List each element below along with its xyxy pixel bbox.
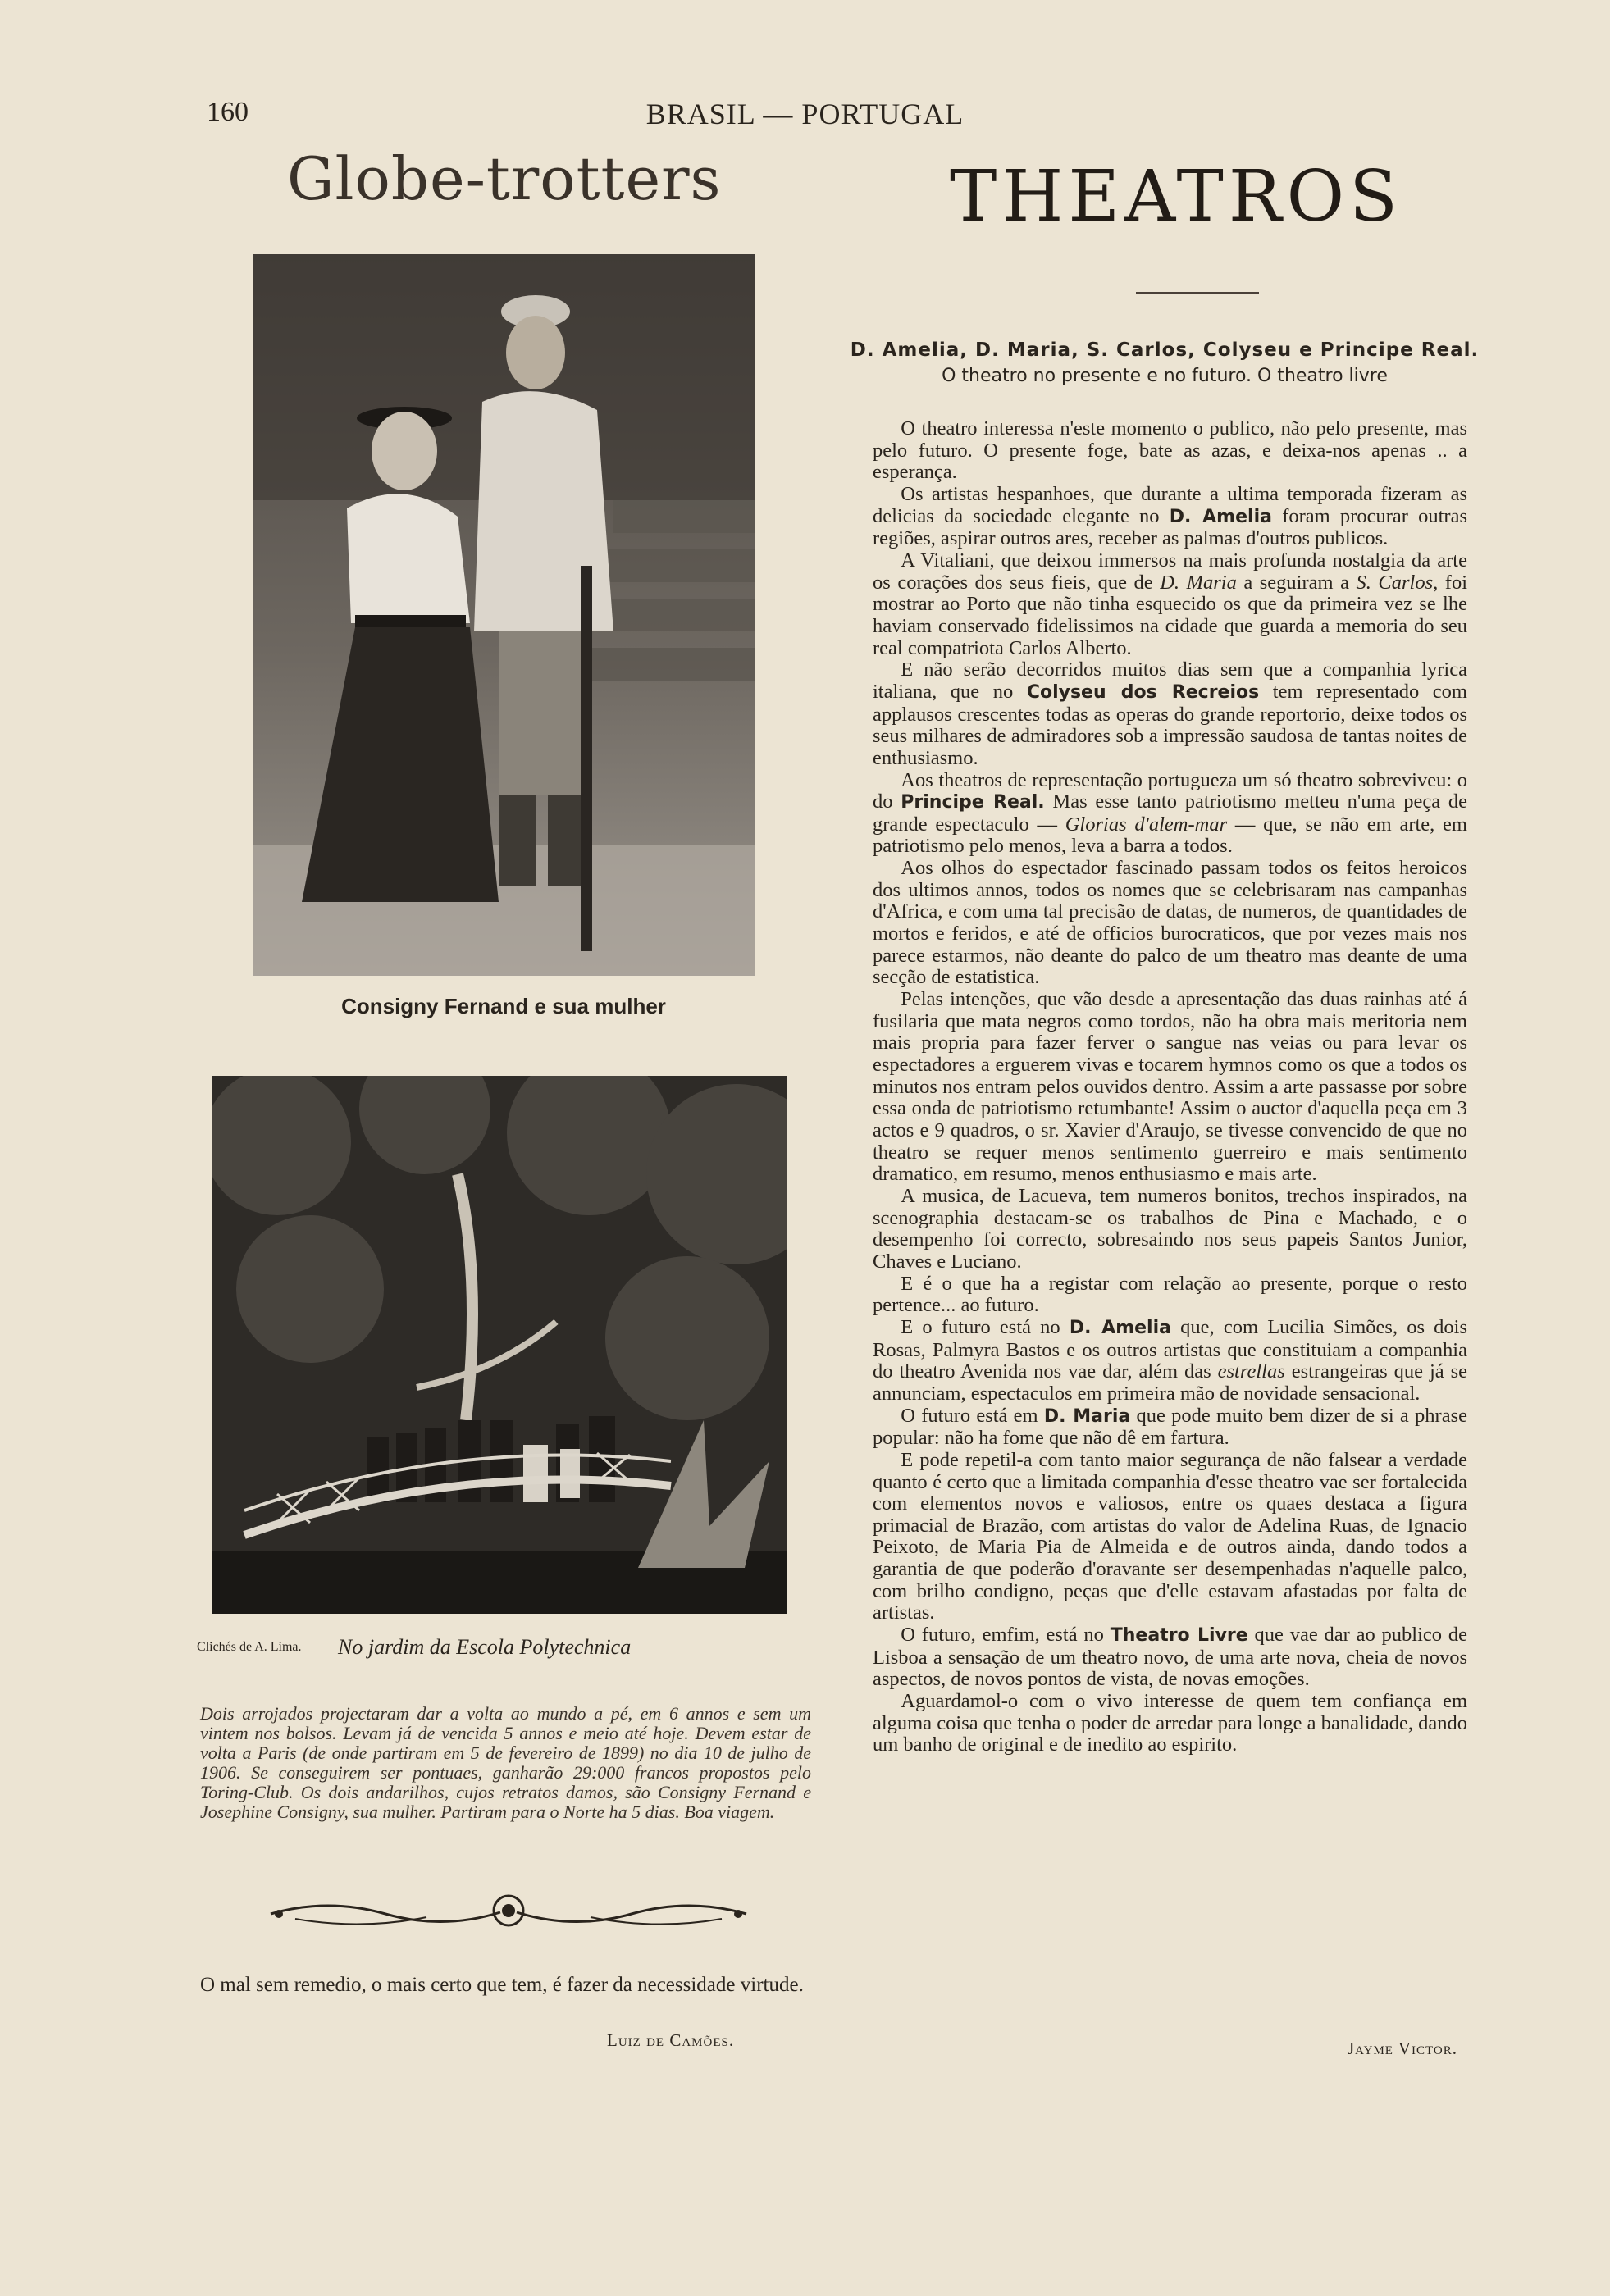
paragraph-8: A musica, de Lacueva, tem numeros bonitos, trechos inspirados, na scenographia destacam-se os trabalhos de Pina e Machado, e o desempenho foi correcto, sobresaindo nos seus papeis Santos Junior, Chaves e Luciano.: [873, 1184, 1467, 1273]
paragraph-14: Aguardamol-o com o vivo interesse de quem tem confiança em alguma coisa que tenha o poder de arredar para longe a banalidade, dando um banho de original e de inedito ao espirito.: [873, 1690, 1467, 1756]
photo-consigny-couple: [253, 254, 755, 976]
article-signature: Jayme Victor.: [1348, 2039, 1457, 2058]
globe-trotters-story: Dois arrojados projectaram dar a volta ao mundo a pé, em 6 annos e sem um vintem nos bolsos. Levam já de vencida 5 annos e meio até hoje. Devem estar de volta a Paris (de onde partiram em 5 de fevereiro de 1899) no dia 10 de julho de 1906. Se conseguirem ser pontuaes, ganharão 29:000 francos propostos pelo Toring-Club. Os dois andarilhos, cujos retratos damos, são Consigny Fernand e Josephine Consigny, sua mulher. Partiram para o Norte ha 5 dias. Boa viagem.: [200, 1703, 811, 1822]
paragraph-2: Os artistas hespanhoes, que durante a ultima temporada fizeram as delicias da sociedade elegante no D. Amelia foram procurar outras regiões, aspirar outros ares, receber as palmas d'outros publicos.: [873, 482, 1467, 550]
paragraph-4: E não serão decorridos muitos dias sem que a companhia lyrica italiana, que no Colyseu dos Recreios tem representado com applausos crescentes todas as operas do grande reportorio, deixe todos os seus milhares de admiradores sob a impressão saudosa de tantas noites de enthusiasmo.: [873, 658, 1467, 769]
paragraph-7: Pelas intenções, que vão desde a apresentação das duas rainhas até á fusilaria que mata negros como tordos, não ha obra mais meritoria nem mais propria para fazer ferver o sangue nas veias ou para levar os espectadores a erguerem vivas e tocarem hymnos como os que a todos os minutos nos entram pelos ouvidos dentro. Assim a arte passasse por sobre essa onda de patriotismo retumbante! Assim o auctor d'aquella peça em 3 actos e 9 quadros, o sr. Xavier d'Araujo, se tivesse convencido de que no theatro se requer menos sentimento guerreiro e mais sentimento dramatico, em resumo, menos enthusiasmo e mais arte.: [873, 988, 1467, 1186]
paragraph-3: A Vitaliani, que deixou immersos na mais profunda nostalgia da arte os corações dos seus fieis, que de D. Maria a seguiram a S. Carlos, foi mostrar ao Porto que não tinha esquecido os que da primeira vez se lhe haviam conservado fidelissimos na cidade que guarda a memoria do seu real compatriota Carlos Alberto.: [873, 549, 1467, 659]
theatros-article: [873, 418, 1467, 1756]
paragraph-9: E é o que ha a registar com relação ao presente, porque o resto pertence... ao futuro.: [873, 1272, 1467, 1317]
paragraph-13: O futuro, emfim, está no Theatro Livre que vae dar ao publico de Lisboa a sensação de um theatro novo, de uma arte nova, cheia de novos aspectos, de novos pontos de vista, de novas emoções.: [873, 1624, 1467, 1691]
paragraph-5: Aos theatros de representação portugueza um só theatro sobreviveu: o do Principe Real. Mas esse tanto patriotismo metteu n'uma peça de grande espectaculo — Glorias d'alem-mar — que, se não em arte, em patriotismo pelo menos, leva a barra a todos.: [873, 768, 1467, 858]
decorative-ornament-icon: [262, 1889, 755, 1934]
paragraph-1: O theatro interessa n'este momento o publico, não pelo presente, mas pelo futuro. O presente foge, bate as azas, e deixa-nos apenas .. a esperança.: [873, 417, 1467, 484]
paragraph-11: O futuro está em D. Maria que pode muito bem dizer de si a phrase popular: não ha fome que não dê em fartura.: [873, 1404, 1467, 1450]
theatros-subtitle: D. Amelia, D. Maria, S. Carlos, Colyseu e Principe Real.: [850, 339, 1480, 361]
globe-trotters-title: Globe-trotters: [287, 144, 722, 213]
paragraph-6: Aos olhos do espectador fascinado passam todos os feitos heroicos dos ultimos annos, todos os nomes que se celebrisaram nas campanhas d'Africa, e com uma tal precisão de datas, de numeros, de quantidades de mortos e feridos, e até de officios burocraticos, que por vezes mais nos parece estarmos, não deante do palco de um theatro mas deante de uma secção de estatistica.: [873, 857, 1467, 989]
camoes-quote: O mal sem remedio, o mais certo que tem, é fazer da necessidade virtude.: [200, 1974, 804, 1996]
running-head: BRASIL — PORTUGAL: [645, 98, 965, 130]
paragraph-12: E pode repetil-a com tanto maior segurança de não falsear a verdade quanto é certo que a limitada companhia d'esse theatro vae ser fortalecida com elementos novos e valiosos, entre os quaes destaca a figura primacial de Brazão, com artistas do valor de Adelina Ruas, de Ignacio Peixoto, de Maria Pia de Almeida e de outros ainda, dando todos a garantia de que poderão d'oravante ser desempenhadas n'aquelle palco, com brilho condigno, peças que d'elle estavam afastadas por falta de artistas.: [873, 1448, 1467, 1624]
title-rule: [1136, 292, 1259, 294]
photo2-caption: No jardim da Escola Polytechnica: [338, 1635, 632, 1659]
theatros-subtitle-2: O theatro no presente e no futuro. O theatro livre: [942, 366, 1388, 386]
photo-credit: Clichés de A. Lima.: [197, 1640, 302, 1654]
paragraph-10: E o futuro está no D. Amelia que, com Lucilia Simões, os dois Rosas, Palmyra Bastos e os outros artistas que constituiam a companhia do theatro Avenida nos vae dar, além das estrellas estrangeiras que já se annunciam, espectaculos em primeira mão de novidade sensacional.: [873, 1315, 1468, 1405]
quote-author: Luiz de Camões.: [607, 2030, 735, 2050]
page-number: 160: [207, 97, 249, 127]
photo1-caption: Consigny Fernand e sua mulher: [341, 994, 666, 1018]
theatros-title: THEATROS: [950, 156, 1403, 238]
photo-garden-bridge: [212, 1076, 787, 1614]
